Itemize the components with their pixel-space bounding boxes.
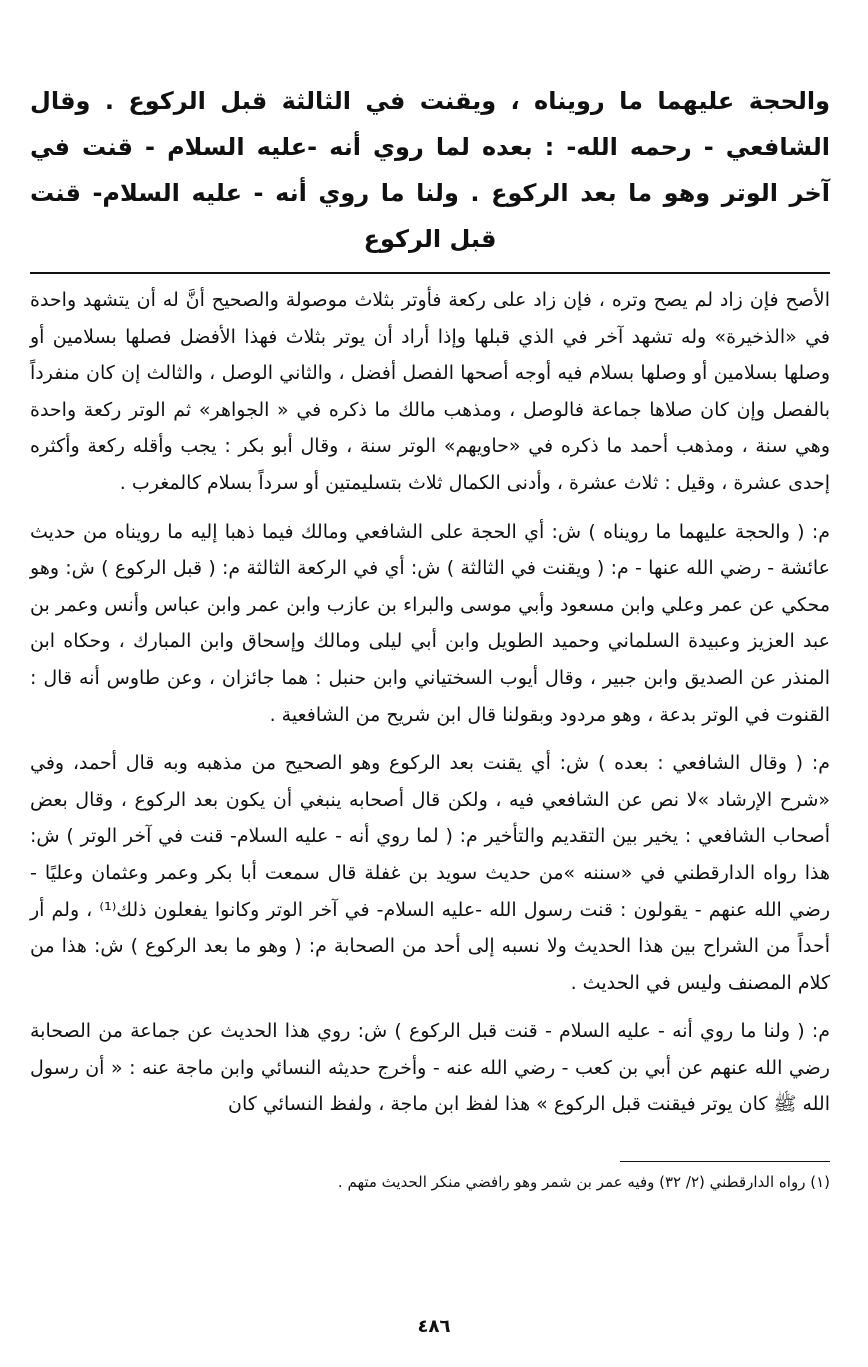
commentary-paragraph-4: م: ( ولنا ما روي أنه - عليه السلام - قنت قبل الركوع ) ش: روي هذا الحديث عن جماعة من الصحابة رضي الله عنهم عن أبي بن كعب - رضي الله عنه - وأخرج حديثه النسائي وابن ماجة عنه : « أن رسول الله ﷺ كان يوتر فيقنت قبل الركوع » هذا لفظ ابن ماجة ، ولفظ النسائي كان — [30, 1020, 830, 1116]
matn-text: والحجة عليهما ما رويناه ، ويقنت في الثالثة قبل الركوع . وقال الشافعي - رحمه الله- : بعده لما روي أنه -عليه السلام - قنت في آخر الوتر وهو ما بعد الركوع . ولنا ما روي أنه - عليه السلام- قنت قبل الركوع — [30, 87, 830, 253]
page-body — [30, 78, 830, 1194]
footnote: (١) رواه الدارقطني (٢/ ٣٢) وفيه عمر بن شمر وهو رافضي منكر الحديث متهم . — [337, 1173, 830, 1192]
page-number: ٤٨٦ — [417, 1316, 451, 1337]
commentary-paragraph-2: م: ( والحجة عليهما ما رويناه ) ش: أي الحجة على الشافعي ومالك فيما ذهبا إليه ما رويناه من حديث عائشة - رضي الله عنها - م: ( ويقنت في الثالثة ) ش: أي في الركعة الثالثة م: ( قبل الركوع ) ش: وهو محكي عن عمر وعلي وابن مسعود وأبي موسى والبراء بن عازب وابن عمر وابن عباس وأنس وعمر بن عبد العزيز وعبيدة السلماني وحميد الطويل وابن أبي ليلى ومالك وإسحاق وابن المبارك ، وحكاه ابن المنذر عن الصديق وابن جبير ، وقال أيوب السختياني وابن حنبل : هما جائزان ، وعن طاوس أنه قال : القنوت في الوتر بدعة ، وهو مردود وبقولنا قال ابن شريح من الشافعية . — [30, 520, 830, 726]
commentary-paragraph-1: الأصح فإن زاد لم يصح وتره ، فإن زاد على ركعة فأوتر بثلاث موصولة والصحيح أنَّ له أن يتشهد واحدة في «الذخيرة» وله تشهد آخر في الذي قبلها وإذا أراد أن يوتر بثلاث فهذا الأفضل فصلها بسلامين أو وصلها بسلامين أو وصلها بسلام فيه أوجه أصحها الفصل أفضل ، والثاني الوصل ، والثالث إن كان منفرداً بالفصل وإن كان صلاها جماعة فالوصل ، ومذهب مالك ما ذكره في « الجواهر» ثم الوتر ركعة واحدة وهي سنة ، ومذهب أحمد ما ذكره في «حاويهم» الوتر سنة ، وقال أبو بكر : يجب وأقله ركعة وأكثره إحدى عشرة ، وقيل : ثلاث عشرة ، وأدنى الكمال ثلاث بتسليمتين أو سرداً بسلام كالمغرب . — [30, 289, 830, 494]
matn-divider — [30, 272, 830, 274]
commentary-paragraph-3: م: ( وقال الشافعي : بعده ) ش: أي يقنت بعد الركوع وهو الصحيح من مذهبه وبه قال أحمد، وفي «شرح الإرشاد »لا نص عن الشافعي فيه ، ولكن قال أصحابه ينبغي أن يكون بعد الركوع ، وقال بعض أصحاب الشافعي : يخير بين التقديم والتأخير م: ( لما روي أنه - عليه السلام- قنت في آخر الوتر ) ش: هذا رواه الدارقطني في «سننه »من حديث سويد بن غفلة قال سمعت أبا بكر وعمر وعثمان وعليًا - رضي الله عنهم - يقولون : قنت رسول الله -عليه السلام- في آخر الوتر وكانوا يفعلون ذلك⁽¹⁾ ، ولم أر أحداً من الشراح بين هذا الحديث ولا نسبه إلى أحد من الصحابة م: ( وهو ما بعد الركوع ) ش: هذا من كلام المصنف وليس في الحديث . — [30, 752, 831, 994]
commentary-block — [30, 282, 830, 1123]
footnote-divider — [620, 1161, 830, 1162]
